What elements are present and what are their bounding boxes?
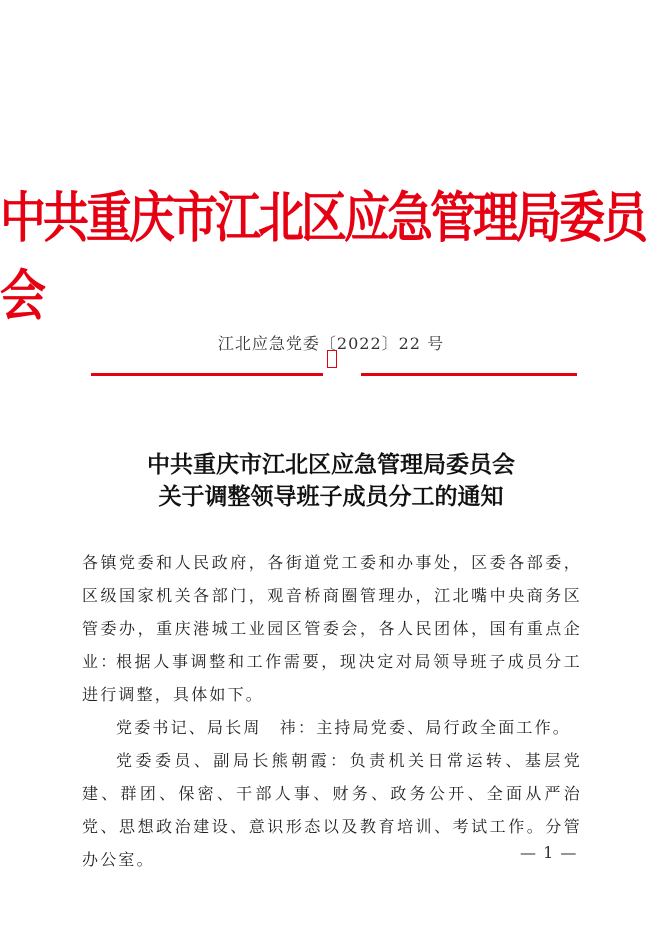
document-number: 江北应急党委〔2022〕22 号 [217,334,445,353]
intro-paragraph [82,645,582,711]
page-number: — 1 — [520,843,578,862]
recipients-text: 各镇党委和人民政府，各街道党工委和办事处，区委各部委，区级国家机关各部门，观音桥商圈管理办，江北嘴中央商务区管委办，重庆港城工业园区管委会，各人民团体，国有重点企业： [82,553,582,671]
document-title-line-1: 中共重庆市江北区应急管理局委员会 [147,452,515,478]
document-title-line-2: 关于调整领导班子成员分工的通知 [158,484,504,510]
separator-mark-icon [327,350,337,368]
duty-paragraph-2 [82,744,582,876]
duty-text-2: 党委委员、副局长熊朝霞：负责机关日常运转、基层党建、群团、保密、干部人事、财务、政务公开、全面从严治党、思想政治建设、意识形态以及教育培训、考试工作。分管办公室。 [82,751,582,869]
masthead-text: 中共重庆市江北区应急管理局委员会 [0,185,645,328]
red-rule-right [361,373,577,376]
red-masthead [0,185,662,328]
intro-text: 根据人事调整和工作需要，现决定对局领导班子成员分工进行调整，具体如下。 [82,652,582,704]
duty-text-1: 党委书记、局长周 祎：主持局党委、局行政全面工作。 [116,718,572,737]
duty-paragraph-1 [82,711,582,744]
red-rule-left [91,373,323,376]
